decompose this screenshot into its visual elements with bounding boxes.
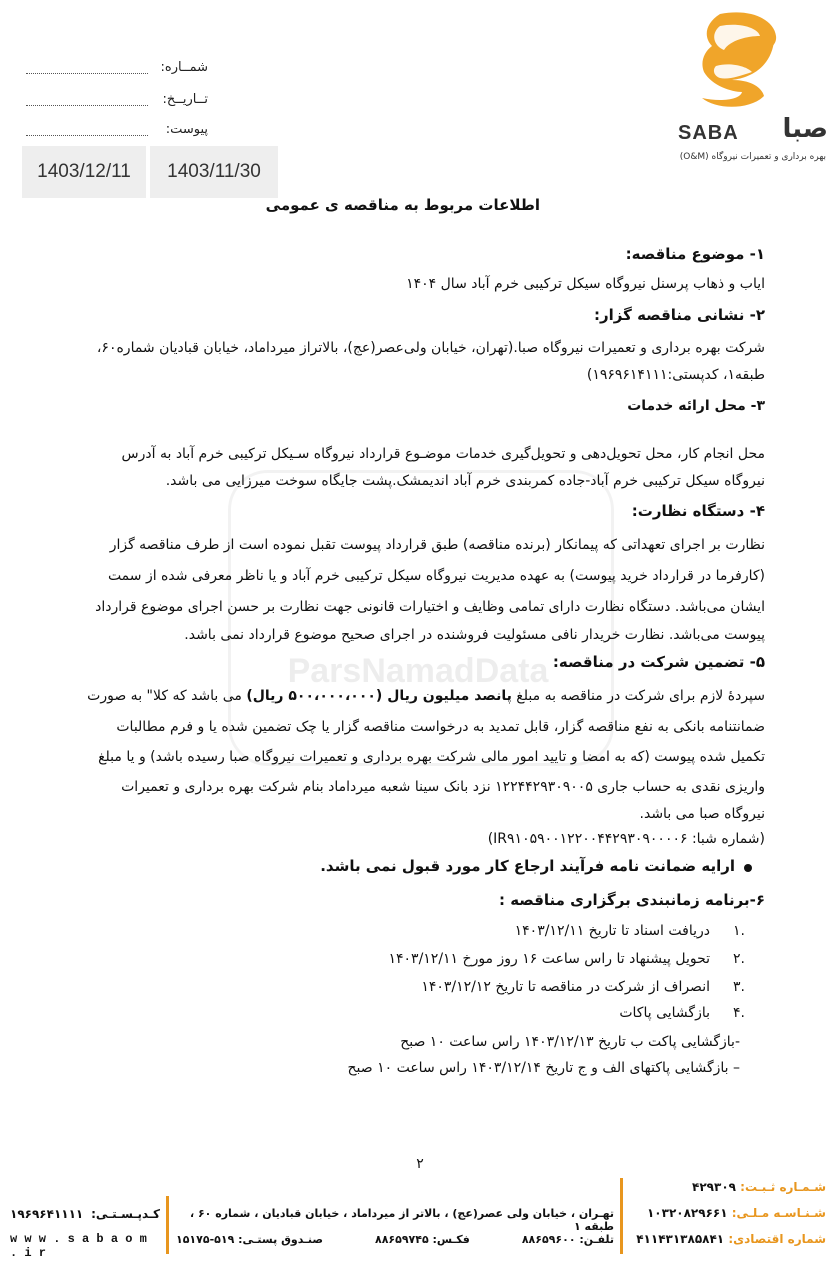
schedule-item-1-number: .۱ [733,923,745,939]
attachment-label: پیوست: [165,122,208,137]
number-label: شمــاره: [160,60,208,75]
watermark-text: ParsNamadData [287,652,549,690]
national-id-value: ۱۰۳۲۰۸۲۹۶۶۱ [646,1206,728,1220]
section-5-deposit-outro: می باشد که کلا" به صورت [87,688,247,704]
section-5-text-line-4: واریزی نقدی به حساب جاری ۱۲۲۴۴۲۹۳۰۹۰۰۵ نزد بانک سینا شعبه میرداماد بنام شرکت بهره برداری و تعمیرات [121,779,765,795]
website-link[interactable]: w w w . s a b a o m . i r [10,1232,147,1260]
date-field-line [26,105,148,106]
attachment-field-line [26,135,148,136]
section-5-text-line-2: ضمانتنامه بانکی به نفع مناقصه گزار، قابل تمدید به درخواست مناقصه گزار یا چک تضمین شده یا و فرم مطالبات [116,719,765,735]
number-field-line [26,73,148,74]
section-5-heading: ۵- تضمین شرکت در مناقصه: [552,653,765,671]
page-title: اطلاعات مربوط به مناقصه ی عمومی [265,196,540,214]
section-4-text-line-4: پیوست می‌باشد. نظارت خریدار نافی مسئولیت فروشنده در اجرای صحیح موضوع قرارداد نمی باشد. [184,627,765,643]
postcode-label: کـدپـسـتـی: [91,1207,160,1221]
footer-divider-left [166,1196,169,1254]
date-box-issue: 1403/11/30 [150,146,278,198]
footer-pobox: صنـدوق پستـی: ۵۱۹-۱۵۱۷۵ [176,1233,323,1246]
schedule-item-3-number: .۳ [733,979,745,995]
footer-divider-right [620,1178,623,1254]
section-3-heading: ۳- محل ارائه خدمات [627,398,765,414]
logo-brand-fa: صبا [782,114,828,144]
national-id-label: شـنـاسـه مـلـی: [731,1206,826,1220]
section-5-text-line-1 [74,683,765,710]
registration-label: شـمـاره ثـبـت: [740,1180,826,1194]
footer-contact-row [176,1233,614,1246]
section-5-bullet-text: ارایه ضمانت نامه فرآیند ارجاع کار مورد قبول نمی باشد. [320,857,735,875]
logo-subtitle: بهره برداری و تعمیرات نیروگاه (O&M) [679,152,826,162]
schedule-item-2: تحویل پیشنهاد تا راس ساعت ۱۶ روز مورخ ۱۴۰۳/۱۲/۱۱ [388,951,710,967]
section-5-sheba: (شماره شبا: IR۹۱۰۵۹۰۰۱۲۲۰۰۴۴۲۹۳۰۹۰۰۰۰۶) [487,831,765,847]
section-2-heading: ۲- نشانی مناقصه گزار: [594,306,765,324]
footer-phone: تلفـن: ۸۸۶۵۹۶۰۰ [521,1233,614,1246]
national-id-info [630,1206,826,1220]
section-4-text-line-3: ایشان می‌باشد. دستگاه نظارت دارای تمامی وظایف و اختیارات قانونی جهت نظارت بر حسن اجرای موضوع قرارداد [95,599,765,615]
economic-code-value: ۴۱۱۴۳۱۳۸۵۸۴۱ [636,1232,725,1246]
section-4-heading: ۴- دستگاه نظارت: [631,502,765,520]
schedule-item-3: انصراف از شرکت در مناقصه تا تاریخ ۱۴۰۳/۱۲/۱۲ [421,979,710,995]
schedule-item-4: بازگشایی پاکات [619,1005,710,1021]
economic-code-info [630,1232,826,1246]
section-5-text-line-5: نیروگاه صبا می باشد. [639,806,765,822]
registration-info [630,1180,826,1194]
section-1-heading: ۱- موضوع مناقصه: [625,245,765,263]
schedule-item-1: دریافت اسناد تا تاریخ ۱۴۰۳/۱۲/۱۱ [514,923,710,939]
section-5-deposit-intro: سپردهٔ لازم برای شرکت در مناقصه به مبلغ [511,688,765,704]
section-4-text-line-1: نظارت بر اجرای تعهداتی که پیمانکار (برنده مناقصه) طبق قرارداد پیوست تقبل نموده است از طرف مناقصه گزار [109,537,765,553]
section-5-deposit-amount: پانصد میلیون ریال (۵۰۰،۰۰۰،۰۰۰ ریال) [246,688,512,704]
section-4-text-line-2: (کارفرما در قرارداد خرید پیوست) به عهده مدیریت نیروگاه سیکل ترکیبی خرم آباد و یا ناظر معرفی شده از سمت [107,568,765,584]
schedule-sub-item-2: – بازگشایی پاکتهای الف و ج تاریخ ۱۴۰۳/۱۲/۱۴ راس ساعت ۱۰ صبح [347,1060,740,1076]
footer-address: تهـران ، خیابان ولی عصر(عج) ، بالاتر از میرداماد ، خیابان قبادیان ، شماره ۶۰ ، طبقه ۱ [189,1207,614,1233]
date-box-due: 1403/12/11 [22,146,146,198]
bullet-dot-icon [744,864,752,872]
section-2-text-line-1: شرکت بهره برداری و تعمیرات نیروگاه صبا.(تهران، خیابان ولی‌عصر(عج)، بالاتراز میرداماد، خیابان قبادیان شماره۶۰، [96,340,765,356]
schedule-item-4-number: .۴ [733,1005,745,1021]
saba-logo-icon [690,6,786,114]
registration-value: ۴۲۹۳۰۹ [692,1180,736,1194]
section-5-text-line-3: تکمیل شده پیوست (که به امضا و تایید امور مالی شرکت بهره برداری و تعمیرات نیروگاه صبا رسیده باشد) و یا مبلغ [98,749,765,765]
logo-brand-en: SABA [678,122,739,144]
section-6-heading: ۶-برنامه زمانبندی برگزاری مناقصه : [498,891,765,909]
page-number: ۲ [416,1156,424,1172]
postcode-value: ۱۹۶۹۶۴۱۱۱۱ [10,1207,84,1221]
economic-code-label: شماره اقتصادی: [728,1232,826,1246]
footer-postcode [10,1207,160,1221]
section-3-text-line-2: نیروگاه سیکل ترکیبی خرم آباد-جاده کمربندی خرم آباد اندیمشک.پشت جایگاه سوخت میرزایی می باشد. [165,473,765,489]
footer-fax: فکـس: ۸۸۶۵۹۷۴۵ [374,1233,470,1246]
section-3-text-line-1: محل انجام کار، محل تحویل‌دهی و تحویل‌گیری خدمات موضـوع قرارداد نیروگاه سـیکل ترکیبی خرم آباد به آدرس [121,446,765,462]
schedule-sub-item-1: -بازگشایی پاکت ب تاریخ ۱۴۰۳/۱۲/۱۳ راس ساعت ۱۰ صبح [400,1034,740,1050]
schedule-item-2-number: .۲ [733,951,745,967]
date-label: تــاریــخ: [162,92,208,107]
section-1-text: ایاب و ذهاب پرسنل نیروگاه سیکل ترکیبی خرم آباد سال ۱۴۰۴ [406,276,765,292]
section-2-text-line-2: طبقه۱، کدپستی:۱۹۶۹۶۱۴۱۱۱) [586,367,765,383]
